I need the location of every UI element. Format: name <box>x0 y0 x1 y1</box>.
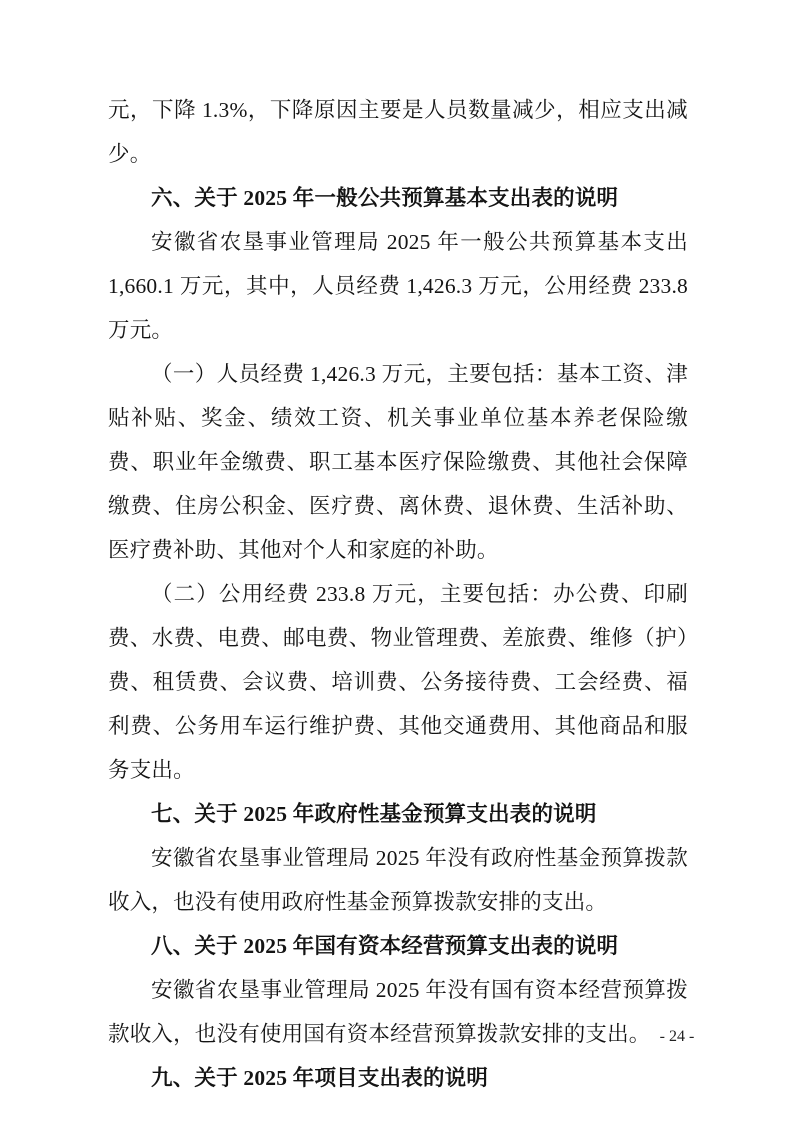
section-heading-eight: 八、关于 2025 年国有资本经营预算支出表的说明 <box>151 934 619 958</box>
section-heading-nine: 九、关于 2025 年项目支出表的说明 <box>151 1066 489 1090</box>
paragraph-government-fund: 安徽省农垦事业管理局 2025 年没有政府性基金预算拨款收入，也没有使用政府性基金预算拨款安排的支出。 <box>108 846 688 914</box>
document-body <box>108 88 688 1100</box>
paragraph-personnel-expenses: （一）人员经费 1,426.3 万元，主要包括：基本工资、津贴补贴、奖金、绩效工资、机关事业单位基本养老保险缴费、职业年金缴费、职工基本医疗保险缴费、其他社会保障缴费、住房公积金、医疗费、离休费、退休费、生活补助、医疗费补助、其他对个人和家庭的补助。 <box>108 362 688 562</box>
paragraph-basic-expenditure: 安徽省农垦事业管理局 2025 年一般公共预算基本支出 1,660.1 万元，其中，人员经费 1,426.3 万元，公用经费 233.8 万元。 <box>108 230 688 342</box>
paragraph-public-expenses: （二）公用经费 233.8 万元，主要包括：办公费、印刷费、水费、电费、邮电费、物业管理费、差旅费、维修（护）费、租赁费、会议费、培训费、公务接待费、工会经费、福利费、公务用车运行维护费、其他交通费用、其他商品和服务支出。 <box>108 582 688 782</box>
page-footer <box>0 1028 794 1046</box>
paragraph-continuation: 元，下降 1.3%，下降原因主要是人员数量减少，相应支出减少。 <box>108 98 688 166</box>
paragraph-state-capital: 安徽省农垦事业管理局 2025 年没有国有资本经营预算拨款收入，也没有使用国有资本经营预算拨款安排的支出。 <box>108 978 688 1046</box>
section-heading-six: 六、关于 2025 年一般公共预算基本支出表的说明 <box>151 186 619 210</box>
page-number: - 24 - <box>659 1028 695 1045</box>
section-heading-seven: 七、关于 2025 年政府性基金预算支出表的说明 <box>151 802 597 826</box>
